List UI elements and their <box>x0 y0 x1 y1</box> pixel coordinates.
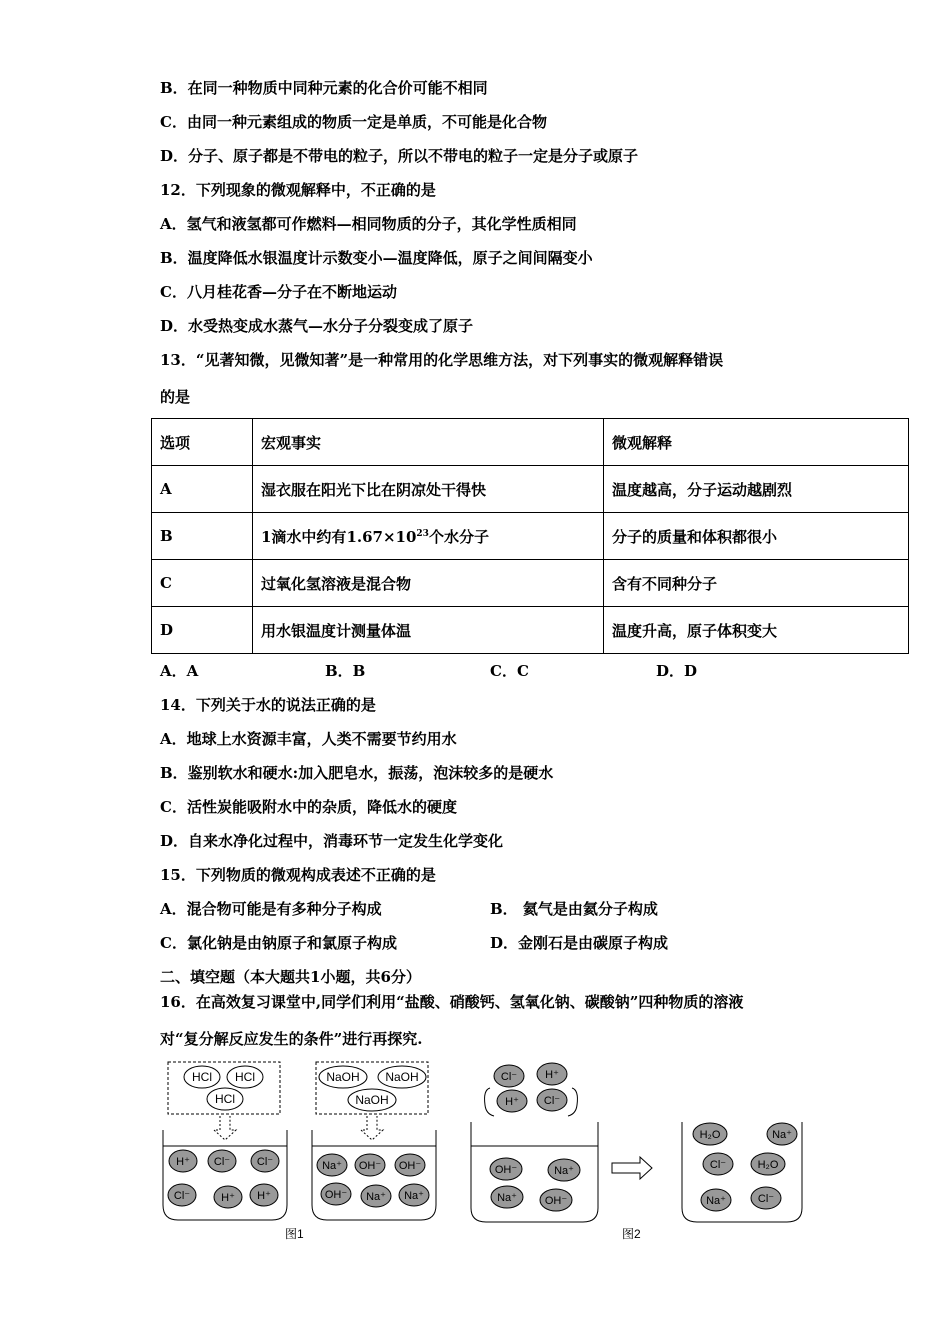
molecule-label: HCl <box>235 1070 255 1084</box>
ion-label: Na⁺ <box>706 1195 726 1207</box>
question-14-option-b: B．鉴别软水和硬水:加入肥皂水，振荡，泡沫较多的是硬水 <box>160 764 554 782</box>
figure-diagram <box>0 1050 950 1240</box>
table-cell: 分子的质量和体积都很小 <box>604 513 909 560</box>
table-cell <box>253 513 604 560</box>
figure-2-caption: 图2 <box>622 1227 641 1241</box>
ion-label: Cl⁻ <box>757 1193 775 1205</box>
question-15-option-c: C．氯化钠是由钠原子和氯原子构成 <box>160 934 397 952</box>
ion-label: H⁺ <box>505 1096 519 1108</box>
ion-label: OH⁻ <box>544 1195 568 1207</box>
exponent: 23 <box>416 528 429 539</box>
table-cell: 过氧化氢溶液是混合物 <box>253 560 604 607</box>
question-13-stem: 13．“见著知微，见微知著”是一种常用的化学思维方法，对下列事实的微观解释错误 <box>160 351 724 369</box>
molecule-label: NaOH <box>326 1070 360 1084</box>
table-row <box>152 466 909 513</box>
fact-text: 1滴水中约有1.67×10 <box>261 527 417 546</box>
question-15-option-b: B． 氦气是由氦分子构成 <box>490 900 658 918</box>
ion-label: Na⁺ <box>772 1129 792 1141</box>
ion-label: H⁺ <box>176 1156 190 1168</box>
ion-label: OH⁻ <box>398 1160 422 1172</box>
question-14-stem: 14．下列关于水的说法正确的是 <box>160 696 376 714</box>
arrow-right-icon <box>612 1157 652 1179</box>
table-row <box>152 513 909 560</box>
question-12-option-b: B．温度降低水银温度计示数变小—温度降低，原子之间间隔变小 <box>160 249 593 267</box>
ion-label: Na⁺ <box>322 1160 342 1172</box>
table-cell: 温度越高，分子运动越剧烈 <box>604 466 909 513</box>
molecule-label: NaOH <box>385 1070 419 1084</box>
ion-label: Cl⁻ <box>500 1071 518 1083</box>
ion-label: H⁺ <box>221 1192 235 1204</box>
question-12-option-a: A．氢气和液氢都可作燃料—相同物质的分子，其化学性质相同 <box>160 215 577 233</box>
q13-option-d: D．D <box>656 662 698 680</box>
question-16-stem-cont: 对“复分解反应发生的条件”进行再探究. <box>160 1030 423 1048</box>
ion-label: Cl⁻ <box>256 1156 274 1168</box>
table-cell: D <box>152 607 253 654</box>
option-b-q11: B．在同一种物质中同种元素的化合价可能不相同 <box>160 79 488 97</box>
option-c-q11: C．由同一种元素组成的物质一定是单质，不可能是化合物 <box>160 113 547 131</box>
table-header: 选项 <box>152 419 253 466</box>
question-12-option-c: C．八月桂花香—分子在不断地运动 <box>160 283 397 301</box>
ion-label: Na⁺ <box>404 1190 424 1202</box>
question-15-option-d: D．金刚石是由碳原子构成 <box>490 934 669 952</box>
table-cell: C <box>152 560 253 607</box>
q13-option-b: B．B <box>325 662 366 680</box>
ion-label: OH⁻ <box>494 1164 518 1176</box>
beaker-mixing <box>471 1063 598 1222</box>
question-14-option-a: A．地球上水资源丰富，人类不需要节约用水 <box>160 730 457 748</box>
ion-label: Cl⁻ <box>709 1159 727 1171</box>
table-header-row <box>152 419 909 466</box>
beaker-naoh <box>312 1062 436 1220</box>
ion-label: H⁺ <box>257 1190 271 1202</box>
question-12-option-d: D．水受热变成水蒸气—水分子分裂变成了原子 <box>160 317 474 335</box>
question-13-table <box>151 418 909 654</box>
table-cell: 含有不同种分子 <box>604 560 909 607</box>
question-15-option-a: A．混合物可能是有多种分子构成 <box>160 900 382 918</box>
beaker-result <box>682 1122 802 1222</box>
table-cell: A <box>152 466 253 513</box>
ion-label: H⁺ <box>545 1069 559 1081</box>
molecule-label: H₂O <box>757 1159 779 1171</box>
ion-label: Na⁺ <box>366 1191 386 1203</box>
ion-label: Cl⁻ <box>543 1095 561 1107</box>
q13-option-c: C．C <box>490 662 529 680</box>
table-row <box>152 560 909 607</box>
question-15-stem: 15．下列物质的微观构成表述不正确的是 <box>160 866 436 884</box>
beaker-hcl <box>163 1062 287 1220</box>
table-cell: B <box>152 513 253 560</box>
ion-label: Cl⁻ <box>213 1156 231 1168</box>
molecule-label: NaOH <box>355 1093 389 1107</box>
table-cell: 用水银温度计测量体温 <box>253 607 604 654</box>
molecule-label: H₂O <box>699 1129 721 1141</box>
figure-1-caption: 图1 <box>285 1227 304 1241</box>
question-12-stem: 12．下列现象的微观解释中，不正确的是 <box>160 181 436 199</box>
q13-option-a: A．A <box>160 662 199 680</box>
ion-label: Na⁺ <box>554 1165 574 1177</box>
fact-text: 个水分子 <box>428 527 489 546</box>
ion-label: Cl⁻ <box>173 1190 191 1202</box>
table-header: 微观解释 <box>604 419 909 466</box>
section-heading: 二、填空题（本大题共1小题，共6分） <box>160 968 421 986</box>
ion-label: OH⁻ <box>358 1160 382 1172</box>
ion-label: OH⁻ <box>324 1189 348 1201</box>
table-row <box>152 607 909 654</box>
question-13-stem-cont: 的是 <box>160 388 191 406</box>
arrow-down-icon <box>361 1116 383 1140</box>
molecule-label: HCl <box>192 1070 212 1084</box>
question-16-stem: 16．在高效复习课堂中,同学们利用“盐酸、硝酸钙、氢氧化钠、碳酸钠”四种物质的溶液 <box>160 993 744 1011</box>
question-14-option-d: D．自来水净化过程中，消毒环节一定发生化学变化 <box>160 832 504 850</box>
molecule-label: HCl <box>215 1092 235 1106</box>
option-d-q11: D．分子、原子都是不带电的粒子，所以不带电的粒子一定是分子或原子 <box>160 147 639 165</box>
arrow-down-icon <box>214 1116 236 1140</box>
table-header: 宏观事实 <box>253 419 604 466</box>
table-cell: 湿衣服在阳光下比在阴凉处干得快 <box>253 466 604 513</box>
table-cell: 温度升高，原子体积变大 <box>604 607 909 654</box>
question-14-option-c: C．活性炭能吸附水中的杂质，降低水的硬度 <box>160 798 457 816</box>
ion-label: Na⁺ <box>497 1192 517 1204</box>
